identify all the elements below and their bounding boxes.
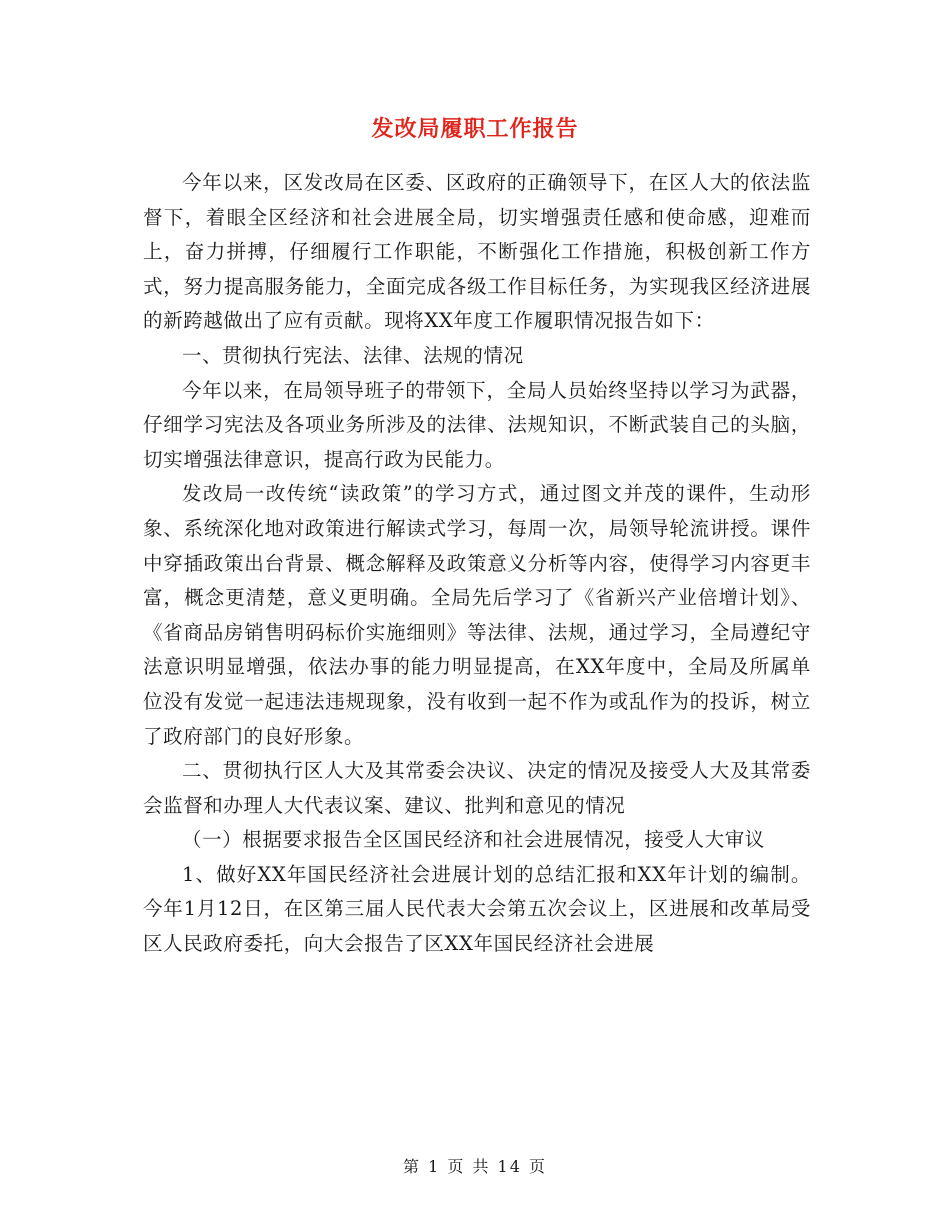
page-footer: 第 1 页 共 14 页: [403, 1157, 547, 1176]
document-title: 发改局履职工作报告: [371, 116, 579, 142]
section-heading-1: 一、贯彻执行宪法、法律、法规的情况: [182, 343, 524, 367]
subsection-heading-1: （一）根据要求报告全区国民经济和社会进展情况，接受人大审议: [182, 828, 765, 852]
document-body: [143, 166, 811, 962]
paragraph-intro: 今年以来，区发改局在区委、区政府的正确领导下，在区人大的依法监督下，着眼全区经济和社会进展全局，切实增强责任感和使命感，迎难而上，奋力拼搏，仔细履行工作职能，不断强化工作措施，积极创新工作方式，努力提高服务能力，全面完成各级工作目标任务，为实现我区经济进展的新跨越做出了应有贡献。现将XX年度工作履职情况报告如下：: [143, 171, 811, 333]
paragraph-plan-report: 1、做好XX年国民经济社会进展计划的总结汇报和XX年计划的编制。今年1月12日，在区第三届人民代表大会第五次会议上，区进展和改革局受区人民政府委托，向大会报告了区XX年国民经济社会进展: [143, 862, 811, 956]
section-heading-2: 二、贯彻执行区人大及其常委会决议、决定的情况及接受人大及其常委会监督和办理人大代表议案、建议、批判和意见的情况: [143, 759, 811, 817]
paragraph-study-method: 发改局一改传统“读政策”的学习方式，通过图文并茂的课件，生动形象、系统深化地对政策进行解读式学习，每周一次，局领导轮流讲授。课件中穿插政策出台背景、概念解释及政策意义分析等内容，使得学习内容更丰富，概念更清楚，意义更明确。全局先后学习了《省新兴产业倍增计划》、《省商品房销售明码标价实施细则》等法律、法规，通过学习，全局遵纪守法意识明显增强，依法办事的能力明显提高，在XX年度中，全局及所属单位没有发觉一起违法违规现象，没有收到一起不作为或乱作为的投诉，树立了政府部门的良好形象。: [143, 482, 811, 748]
paragraph-law-study: 今年以来，在局领导班子的带领下，全局人员始终坚持以学习为武器，仔细学习宪法及各项业务所涉及的法律、法规知识，不断武装自己的头脑，切实增强法律意识，提高行政为民能力。: [143, 378, 811, 471]
